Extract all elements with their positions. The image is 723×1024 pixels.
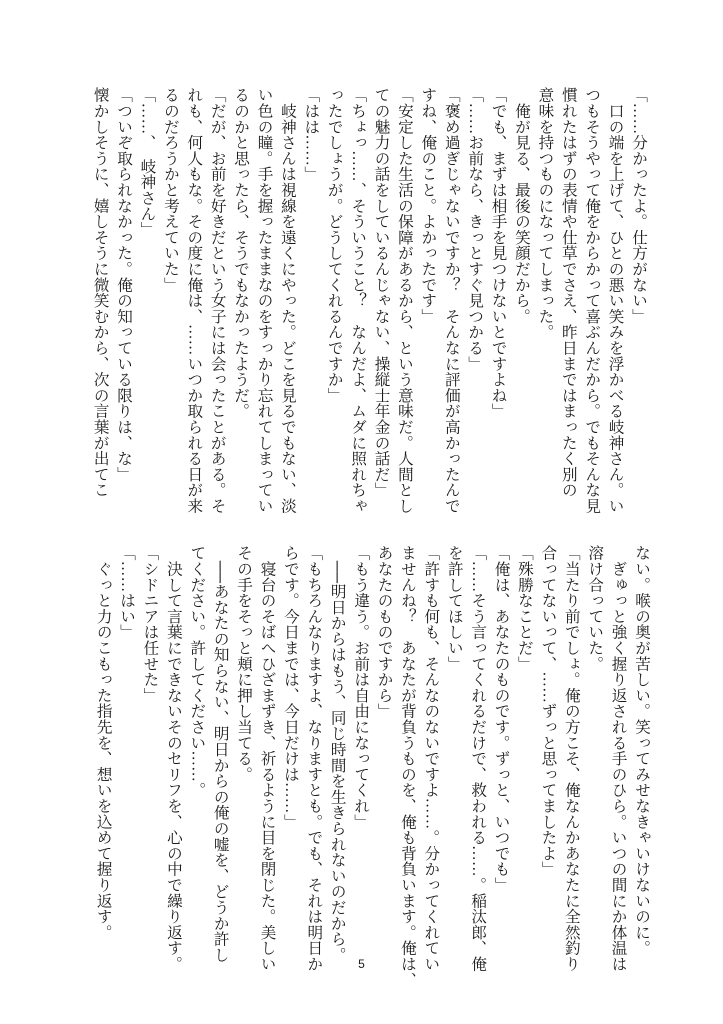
text-line: 決して言葉にできないそのセリフを、心の中で繰り返す。 xyxy=(164,545,182,972)
text-line: 意味を持つものになってしまった。 xyxy=(536,87,554,340)
text-line: 慣れたはずの表情や仕草でさえ、昨日まではまったく別の xyxy=(559,87,577,498)
text-line: てください。許してください……。 xyxy=(188,545,206,798)
text-line: 「許すも何も、そんなのないですよ……。分かってくれてい xyxy=(422,545,440,972)
text-line: 「褒め過ぎじゃないですか？ そんなに評価が高かったんで xyxy=(442,87,460,514)
page-number: 5 xyxy=(358,957,365,971)
text-line: 「もちろんなりますよ、なりますとも。でも、それは明日か xyxy=(305,545,323,972)
text-line: 合ってないって、……ずっと思ってましたよ」 xyxy=(539,545,557,877)
text-line: ませんね？ あなたが背負うものを、俺も背負います。俺は、 xyxy=(398,545,416,988)
text-line: すね、俺のこと。よかったです」 xyxy=(419,87,437,324)
text-line: 「……お前なら、きっとすぐ見つかる」 xyxy=(466,87,484,372)
text-line: 「……、 岐神さん」 xyxy=(138,87,156,238)
text-line: ──あなたの知らない、明日からの俺の嘘を、どうか許し xyxy=(211,545,229,963)
text-line: ぎゅっと強く握り返される手のひら。いつの間にか体温は xyxy=(609,545,627,972)
text-line: 「……はい」 xyxy=(118,545,136,640)
text-line: い色の瞳。手を握ったままなのをすっかり忘れてしまってい xyxy=(255,87,273,514)
text-line: 「もう違う。お前は自由になってくれ」 xyxy=(352,545,370,830)
text-line: らです。今日までは、今日だけは……」 xyxy=(281,545,299,830)
text-line: るのだろうかと考えていた」 xyxy=(161,87,179,293)
text-line: 俺が見る、最後の笑顔だから。 xyxy=(512,87,530,324)
text-line: 「……分かったよ。仕方がない」 xyxy=(630,87,647,324)
text-line: 岐神さんは視線を遠くにやった。どこを見るでもない、淡 xyxy=(278,87,296,514)
text-line: るのかと思ったら、そうでもなかったようだ。 xyxy=(232,87,250,419)
text-line: れも、何人もな。その度に俺は、……いつか取られる日が来 xyxy=(185,87,203,514)
text-line: 懐かしそうに、嬉しそうに微笑むから、次の言葉が出てこ xyxy=(91,87,109,498)
text-line: あなたのものですから」 xyxy=(375,545,393,719)
text-line: 溶け合っていた。 xyxy=(586,545,604,672)
text-line: 「シドニアは任せた」 xyxy=(141,545,159,703)
text-line: 「安定した生活の保障があるから、という意味だ。人間とし xyxy=(395,87,413,514)
text-line: 「俺は、あなたのものです。ずっと、いつでも」 xyxy=(492,545,510,893)
text-line: 「殊勝なことだ」 xyxy=(515,545,533,672)
text-line: を許してほしい」 xyxy=(445,545,463,672)
text-line: ったでしょうが。どうしてくれるんですか」 xyxy=(325,87,343,403)
text-line: 「当たり前でしょ。俺の方こそ、俺なんかあなたに全然釣り xyxy=(562,545,580,972)
text-line: ──明日からはもう、同じ時間を生きられないのだから。 xyxy=(328,545,346,963)
text-line: ない。喉の奥が苦しい。笑ってみせなきゃいけないのに。 xyxy=(633,545,650,956)
text-line: 口の端を上げて、ひとの悪い笑みを浮かべる岐神さん。い xyxy=(606,87,624,514)
text-block-top xyxy=(88,87,650,514)
text-line: 「はは……」 xyxy=(302,87,320,182)
text-line: 「でも、まずは相手を見つけないとですよね」 xyxy=(489,87,507,419)
text-line: ぐっと力のこもった指先を、想いを込めて握り返す。 xyxy=(94,545,112,940)
text-line: 「……そう言ってくれるだけで、救われる……。稲汰郎、俺 xyxy=(469,545,487,972)
text-line: つもそうやって俺をからかって喜ぶんだから。でもそんな見 xyxy=(583,87,601,514)
text-line: ての魅力の話をしているんじゃない、操縦士年金の話だ」 xyxy=(372,87,390,498)
text-line: 「ついぞ取られなかった。俺の知っている限りは、な」 xyxy=(115,87,133,482)
text-line: 「ちょっ……、そういうこと？ なんだよ、ムダに照れちゃ xyxy=(349,87,367,514)
text-line: その手をそっと頬に押し当てる。 xyxy=(235,545,253,782)
text-line: 「だが、お前を好きだという女子には会ったことがある。そ xyxy=(208,87,226,514)
text-line: 寝台のそばへひざまずき、祈るように目を閉じた。美しい xyxy=(258,545,276,972)
text-block-bottom xyxy=(91,545,653,988)
